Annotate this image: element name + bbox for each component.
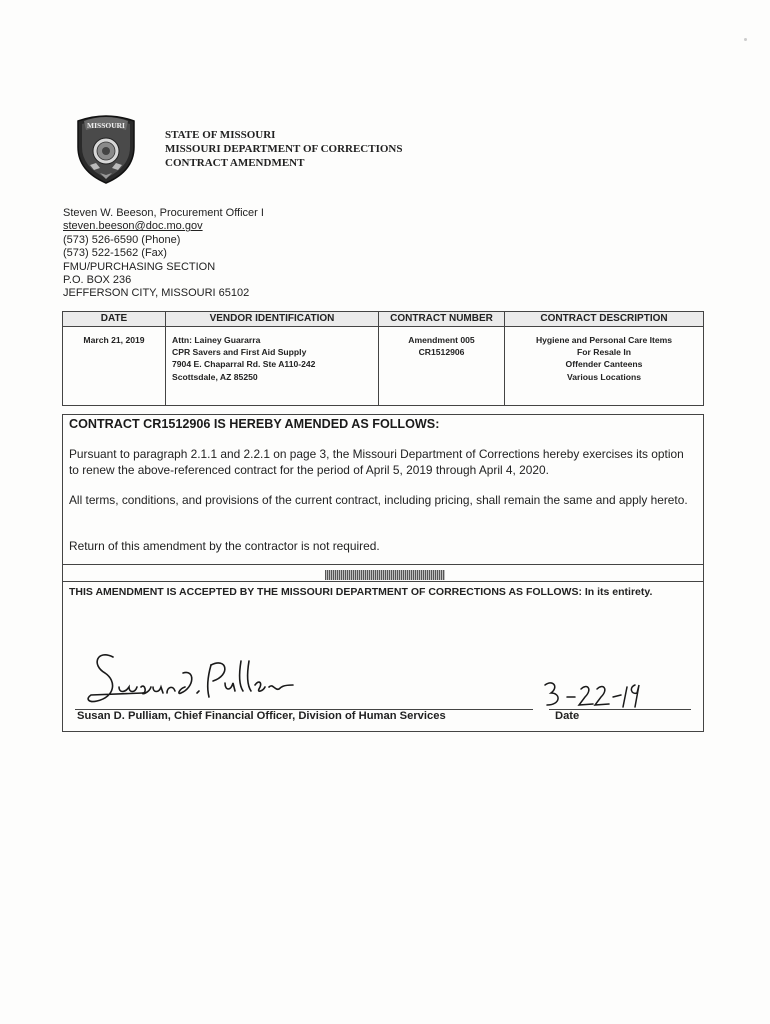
date-column: [63, 312, 166, 405]
vendor-header: VENDOR IDENTIFICATION: [166, 312, 378, 327]
contact-name: Steven W. Beeson, Procurement Officer I: [63, 207, 264, 219]
contact-section: FMU/PURCHASING SECTION: [63, 260, 216, 273]
contract-number-column: [379, 312, 505, 405]
amendment-paragraph-terms: All terms, conditions, and provisions of the current contract, including pricing, shall remain the same and apply hereto.: [69, 493, 688, 507]
date-cell: [63, 327, 165, 346]
amendment-number: Amendment 005: [408, 335, 475, 345]
section-divider: [63, 564, 703, 565]
amendment-paragraph-return: Return of this amendment by the contractor is not required.: [69, 539, 380, 553]
header-state: STATE OF MISSOURI: [165, 129, 276, 141]
description-column: [505, 312, 703, 405]
date-header: DATE: [63, 312, 165, 327]
vendor-column: [166, 312, 379, 405]
contact-city: JEFFERSON CITY, MISSOURI 65102: [63, 287, 250, 300]
shaded-bar: [325, 570, 445, 580]
vendor-street: 7904 E. Chaparral Rd. Ste A110-242: [172, 359, 316, 370]
scan-speck: [744, 38, 747, 41]
contact-phone: (573) 526-6590 (Phone): [63, 233, 181, 246]
vendor-city: Scottsdale, AZ 85250: [172, 371, 258, 382]
description-line: Hygiene and Personal Care Items: [535, 335, 673, 345]
description-line: For Resale In: [577, 347, 631, 358]
description-header: CONTRACT DESCRIPTION: [505, 312, 703, 327]
contact-block: [63, 207, 264, 301]
handwritten-date: [539, 677, 649, 711]
date-value: March 21, 2019: [83, 335, 145, 345]
amendment-paragraph-renewal: Pursuant to paragraph 2.1.1 and 2.2.1 on page 3, the Missouri Department of Corrections hereby exercises its option to renew the above-referenced contract for the period of April 5, 2019 through April 4, 2020.: [69, 447, 684, 477]
svg-text:MISSOURI: MISSOURI: [87, 121, 125, 130]
contract-number-cell: [379, 327, 504, 358]
signer-name: Susan D. Pulliam, Chief Financial Officer, Division of Human Services: [77, 710, 446, 722]
contract-info-table: [62, 311, 704, 406]
contract-id: CR1512906: [418, 347, 465, 358]
vendor-company: CPR Savers and First Aid Supply: [172, 347, 307, 358]
description-line: Various Locations: [566, 371, 642, 382]
contact-email-link[interactable]: steven.beeson@doc.mo.gov: [63, 220, 203, 233]
contact-fax: (573) 522-1562 (Fax): [63, 247, 167, 260]
missouri-seal-icon: [74, 113, 138, 185]
acceptance-statement: THIS AMENDMENT IS ACCEPTED BY THE MISSOURI DEPARTMENT OF CORRECTIONS AS FOLLOWS: In its entirety.: [69, 586, 653, 598]
vendor-cell: [166, 327, 378, 383]
description-line: Offender Canteens: [565, 359, 643, 370]
contract-number-header: CONTRACT NUMBER: [379, 312, 504, 327]
handwritten-signature: [83, 643, 303, 709]
amendment-title: CONTRACT CR1512906 IS HEREBY AMENDED AS FOLLOWS:: [69, 417, 440, 431]
vendor-attn: Attn: Lainey Guararra: [172, 335, 261, 345]
document-header: [165, 128, 402, 170]
date-label: Date: [555, 710, 580, 722]
header-department: MISSOURI DEPARTMENT OF CORRECTIONS: [165, 143, 403, 155]
section-divider: [63, 581, 703, 582]
contact-po-box: P.O. BOX 236: [63, 274, 132, 287]
amendment-box: [62, 414, 704, 732]
header-doc-type: CONTRACT AMENDMENT: [165, 157, 305, 169]
description-cell: [505, 327, 703, 383]
